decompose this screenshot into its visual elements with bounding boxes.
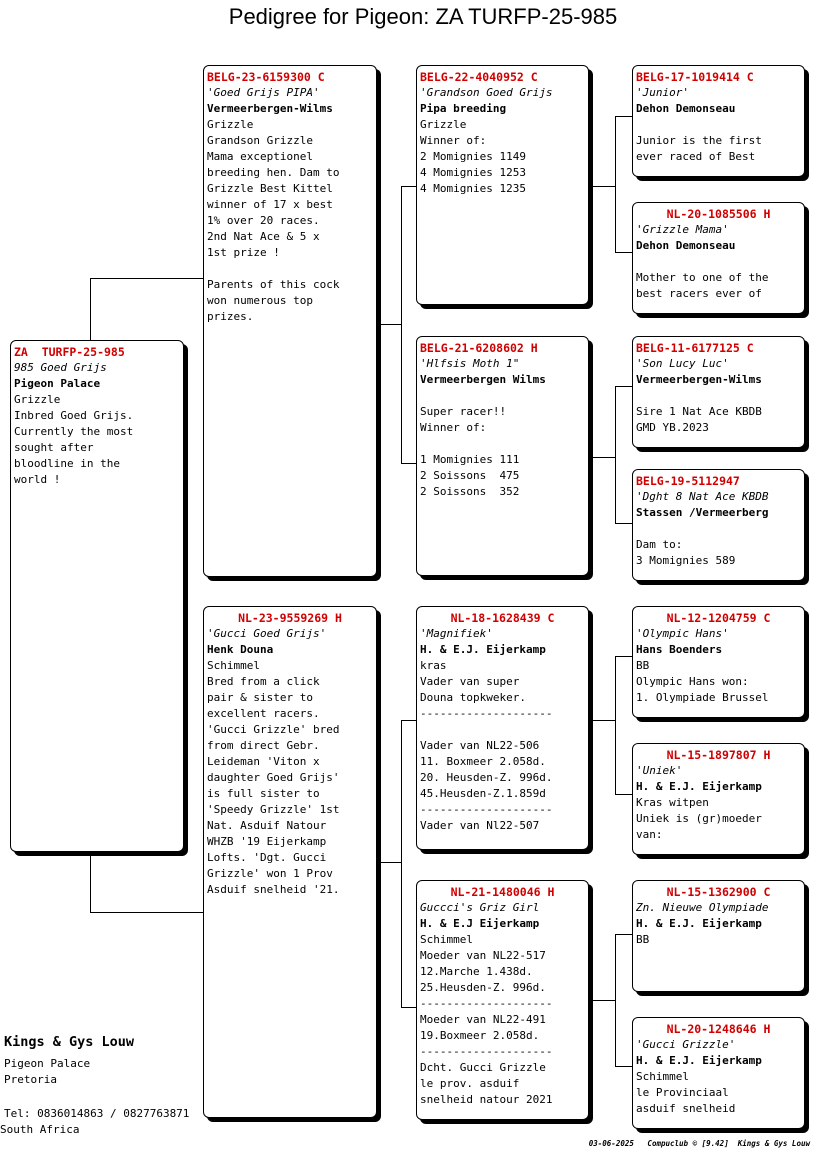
pigeon-name: 'Dght 8 Nat Ace KBDB	[636, 490, 769, 503]
breeder-name: Pipa breeding	[420, 102, 507, 115]
pedigree-note-line: Moeder van NL22-491	[420, 1013, 546, 1026]
connector-line	[377, 324, 401, 325]
pedigree-note-line: Olympic Hans won:	[636, 675, 749, 688]
pigeon-card-subject[interactable]	[10, 340, 184, 852]
pedigree-note-line: GMD YB.2023	[636, 421, 709, 434]
pedigree-note-line: Dcht. Gucci Grizzle	[420, 1061, 546, 1074]
pedigree-note-line: pair & sister to	[207, 691, 313, 704]
pedigree-note-line: 2 Momignies 1149	[420, 150, 526, 163]
pigeon-card-sire-sire[interactable]	[416, 65, 589, 305]
pedigree-note-line: sought after	[14, 441, 94, 454]
pedigree-note-line: ever raced of Best	[636, 150, 756, 163]
pedigree-note-line: prizes.	[207, 310, 254, 323]
connector-line	[615, 116, 633, 117]
owner-info	[4, 1034, 134, 1088]
pedigree-note-line: from direct Gebr.	[207, 739, 320, 752]
breeder-name: Dehon Demonseau	[636, 239, 736, 252]
pedigree-note-line: Winner of:	[420, 421, 487, 434]
pedigree-note-line: 'Gucci Grizzle' bred	[207, 723, 340, 736]
pedigree-note-line: snelheid natour 2021	[420, 1093, 553, 1106]
pedigree-note-line: Junior is the first	[636, 134, 762, 147]
pedigree-note-line: le prov. asduif	[420, 1077, 520, 1090]
pigeon-card-ssd[interactable]	[632, 202, 805, 314]
pedigree-note-line: Mama exceptionel	[207, 150, 313, 163]
pedigree-note-line: 4 Momignies 1235	[420, 182, 526, 195]
pedigree-note-line: Dam to:	[636, 538, 683, 551]
pedigree-note-line: BB	[636, 659, 650, 672]
pedigree-note-line: Parents of this cock	[207, 278, 340, 291]
ring-number: BELG-22-4040952 C	[420, 70, 538, 84]
connector-line	[589, 720, 615, 721]
pedigree-note-line: Vader van NL22-506	[420, 739, 540, 752]
pedigree-note-line: Inbred Goed Grijs.	[14, 409, 134, 422]
pedigree-note-line: 20. Heusden-Z. 996d.	[420, 771, 553, 784]
pigeon-name: 985 Goed Grijs	[14, 361, 107, 374]
pedigree-note-line: Lofts. 'Dgt. Gucci	[207, 851, 327, 864]
pedigree-note-line: Uniek is (gr)moeder	[636, 812, 762, 825]
pedigree-note-line: --------------------	[420, 707, 553, 720]
owner-country: South Africa	[0, 1123, 80, 1136]
pedigree-note-line: 25.Heusden-Z. 996d.	[420, 981, 546, 994]
pedigree-note-line: Currently the most	[14, 425, 134, 438]
pedigree-note-line: le Provinciaal	[636, 1086, 729, 1099]
pigeon-card-dds[interactable]	[632, 880, 805, 992]
connector-line	[589, 186, 615, 187]
pedigree-note-line: 2 Soissons 475	[420, 469, 520, 482]
pigeon-card-sire-dam[interactable]	[416, 336, 589, 576]
pedigree-note-line: bloodline in the	[14, 457, 120, 470]
connector-line	[615, 116, 616, 253]
pedigree-note-line: 12.Marche 1.438d.	[420, 965, 533, 978]
connector-line	[377, 862, 401, 863]
pigeon-name: 'Gucci Goed Grijs'	[207, 627, 327, 640]
connector-line	[589, 457, 615, 458]
pedigree-note-line: Grizzle	[14, 393, 61, 406]
ring-number: BELG-23-6159300 C	[207, 70, 325, 84]
connector-line	[615, 523, 633, 524]
breeder-name: H. & E.J. Eijerkamp	[636, 1054, 762, 1067]
pedigree-note-line	[420, 722, 585, 738]
connector-line	[90, 278, 91, 341]
pedigree-note-line: Schimmel	[420, 933, 473, 946]
connector-line	[615, 656, 633, 657]
pedigree-note-line: Moeder van NL22-517	[420, 949, 546, 962]
pedigree-note-line: Winner of:	[420, 134, 487, 147]
pedigree-note-line: 11. Boxmeer 2.058d.	[420, 755, 546, 768]
connector-line	[90, 852, 91, 913]
pedigree-note-line: --------------------	[420, 1045, 553, 1058]
pedigree-note-line: 2nd Nat Ace & 5 x	[207, 230, 320, 243]
pedigree-note-line: Nat. Asduif Natour	[207, 819, 327, 832]
breeder-name: Stassen /Vermeerberg	[636, 506, 769, 519]
pigeon-card-ddd[interactable]	[632, 1017, 805, 1129]
pedigree-note-line: Grizzle	[207, 118, 254, 131]
ring-number: NL-21-1480046 H	[450, 885, 555, 899]
connector-line	[615, 934, 616, 1067]
owner-telephone: Tel: 0836014863 / 0827763871	[4, 1107, 190, 1120]
connector-line	[615, 252, 633, 253]
connector-line	[401, 186, 417, 187]
breeder-name: Vermeerbergen-Wilms	[207, 102, 333, 115]
ring-number: NL-12-1204759 C	[666, 611, 771, 625]
pedigree-note-line: world !	[14, 473, 61, 486]
connector-line	[615, 1066, 633, 1067]
pigeon-name: 'Uniek'	[636, 764, 683, 777]
pedigree-note-line: 1 Momignies 111	[420, 453, 520, 466]
pedigree-note-line: Super racer!!	[420, 405, 507, 418]
pedigree-note-line: Asduif snelheid '21.	[207, 883, 340, 896]
connector-line	[401, 463, 417, 464]
breeder-name: H. & E.J. Eijerkamp	[636, 917, 762, 930]
pigeon-card-dam[interactable]	[203, 606, 377, 1118]
pedigree-note-line: kras	[420, 659, 447, 672]
pigeon-name: Zn. Nieuwe Olympiade	[636, 901, 769, 914]
pedigree-note-line	[636, 117, 801, 133]
pedigree-note-line	[636, 254, 801, 270]
ring-number: NL-23-9559269 H	[238, 611, 342, 625]
pigeon-name: 'Magnifiek'	[420, 627, 493, 640]
ring-number: NL-15-1362900 C	[666, 885, 771, 899]
pedigree-note-line: 19.Boxmeer 2.058d.	[420, 1029, 540, 1042]
connector-line	[90, 278, 205, 279]
pigeon-name: 'Grizzle Mama'	[636, 223, 729, 236]
pedigree-note-line: Schimmel	[207, 659, 260, 672]
breeder-name: H. & E.J Eijerkamp	[420, 917, 540, 930]
pedigree-note-line: 45.Heusden-Z.1.859d	[420, 787, 546, 800]
pedigree-note-line: Mother to one of the	[636, 271, 769, 284]
connector-line	[615, 656, 616, 795]
connector-line	[401, 720, 402, 1008]
connector-line	[401, 720, 417, 721]
pedigree-note-line: winner of 17 x best	[207, 198, 333, 211]
pigeon-name: Guccci's Griz Girl	[420, 901, 540, 914]
breeder-name: H. & E.J. Eijerkamp	[420, 643, 546, 656]
owner-name: Kings & Gys Louw	[4, 1034, 135, 1050]
pedigree-note-line: best racers ever of	[636, 287, 762, 300]
pigeon-name: 'Gucci Grizzle'	[636, 1038, 736, 1051]
pedigree-note-line: Leideman 'Viton x	[207, 755, 320, 768]
connector-line	[615, 386, 616, 524]
pedigree-note-line: 1% over 20 races.	[207, 214, 320, 227]
footer-credit: 03-06-2025 Compuclub © [9.42] Kings & Gys Louw	[588, 1139, 810, 1148]
ring-number: NL-15-1897807 H	[666, 748, 771, 762]
pigeon-card-dsd[interactable]	[632, 743, 805, 855]
pigeon-name: 'Son Lucy Luc'	[636, 357, 729, 370]
pedigree-note-line: is full sister to	[207, 787, 320, 800]
pedigree-note-line: Grizzle Best Kittel	[207, 182, 333, 195]
pedigree-note-line: asduif snelheid	[636, 1102, 736, 1115]
breeder-name: Hans Boenders	[636, 643, 723, 656]
pedigree-note-line: BB	[636, 933, 650, 946]
ring-number: ZA TURFP-25-985	[14, 345, 125, 359]
pedigree-note-line: 3 Momignies 589	[636, 554, 736, 567]
connector-line	[615, 386, 633, 387]
pigeon-card-sdd[interactable]	[632, 469, 805, 581]
pedigree-note-line: Vader van Nl22-507	[420, 819, 540, 832]
pedigree-note-line	[207, 261, 373, 277]
pedigree-note-line	[420, 436, 585, 452]
pigeon-name: 'Olympic Hans'	[636, 627, 729, 640]
pedigree-note-line: van:	[636, 828, 663, 841]
pigeon-name: 'Grandson Goed Grijs	[420, 86, 553, 99]
pedigree-note-line: Schimmel	[636, 1070, 689, 1083]
owner-city: Pretoria	[4, 1073, 57, 1086]
connector-line	[401, 1007, 417, 1008]
pedigree-note-line: --------------------	[420, 803, 553, 816]
pedigree-note-line: Douna topkweker.	[420, 691, 526, 704]
breeder-name: Dehon Demonseau	[636, 102, 736, 115]
breeder-name: Vermeerbergen Wilms	[420, 373, 546, 386]
pedigree-note-line: Grandson Grizzle	[207, 134, 313, 147]
ring-number: BELG-19-5112947	[636, 474, 740, 488]
pigeon-card-sire[interactable]	[203, 65, 377, 577]
ring-number: BELG-21-6208602 H	[420, 341, 538, 355]
connector-line	[90, 912, 205, 913]
pedigree-note-line: won numerous top	[207, 294, 313, 307]
pedigree-note-line: WHZB '19 Eijerkamp	[207, 835, 327, 848]
pedigree-note-line	[636, 388, 801, 404]
pedigree-note-line: Vader van super	[420, 675, 520, 688]
ring-number: NL-18-1628439 C	[450, 611, 555, 625]
connector-line	[589, 1000, 615, 1001]
pedigree-note-line: Grizzle' won 1 Prov	[207, 867, 333, 880]
pedigree-note-line: 1st prize !	[207, 246, 280, 259]
pedigree-note-line	[636, 521, 801, 537]
pigeon-card-dam-sire[interactable]	[416, 606, 589, 850]
ring-number: BELG-11-6177125 C	[636, 341, 754, 355]
pedigree-note-line: 2 Soissons 352	[420, 485, 520, 498]
breeder-name: Vermeerbergen-Wilms	[636, 373, 762, 386]
ring-number: NL-20-1248646 H	[666, 1022, 771, 1036]
pedigree-note-line: --------------------	[420, 997, 553, 1010]
breeder-name: Pigeon Palace	[14, 377, 101, 390]
pedigree-note-line: Grizzle	[420, 118, 467, 131]
pedigree-note-line: excellent racers.	[207, 707, 320, 720]
pigeon-name: 'Goed Grijs PIPA'	[207, 86, 320, 99]
connector-line	[401, 186, 402, 464]
pigeon-card-dss[interactable]	[632, 606, 805, 718]
ring-number: BELG-17-1019414 C	[636, 70, 754, 84]
pigeon-card-sds[interactable]	[632, 336, 805, 448]
pedigree-note-line: Bred from a click	[207, 675, 320, 688]
pigeon-card-dam-dam[interactable]	[416, 880, 589, 1120]
pigeon-card-sss[interactable]	[632, 65, 805, 177]
connector-line	[615, 794, 633, 795]
owner-loft: Pigeon Palace	[4, 1057, 91, 1070]
pedigree-note-line: breeding hen. Dam to	[207, 166, 340, 179]
pigeon-name: 'Junior'	[636, 86, 689, 99]
pigeon-name: 'Hlfsis Moth 1"	[420, 357, 520, 370]
pedigree-note-line: Kras witpen	[636, 796, 709, 809]
pedigree-note-line: 'Speedy Grizzle' 1st	[207, 803, 340, 816]
connector-line	[615, 934, 633, 935]
breeder-name: Henk Douna	[207, 643, 274, 656]
ring-number: NL-20-1085506 H	[666, 207, 771, 221]
pedigree-note-line: 1. Olympiade Brussel	[636, 691, 769, 704]
pedigree-note-line: 4 Momignies 1253	[420, 166, 526, 179]
page-title: Pedigree for Pigeon: ZA TURFP-25-985	[228, 4, 618, 29]
pedigree-note-line: Sire 1 Nat Ace KBDB	[636, 405, 762, 418]
pedigree-note-line: daughter Goed Grijs'	[207, 771, 340, 784]
breeder-name: H. & E.J. Eijerkamp	[636, 780, 762, 793]
pedigree-note-line	[420, 388, 585, 404]
